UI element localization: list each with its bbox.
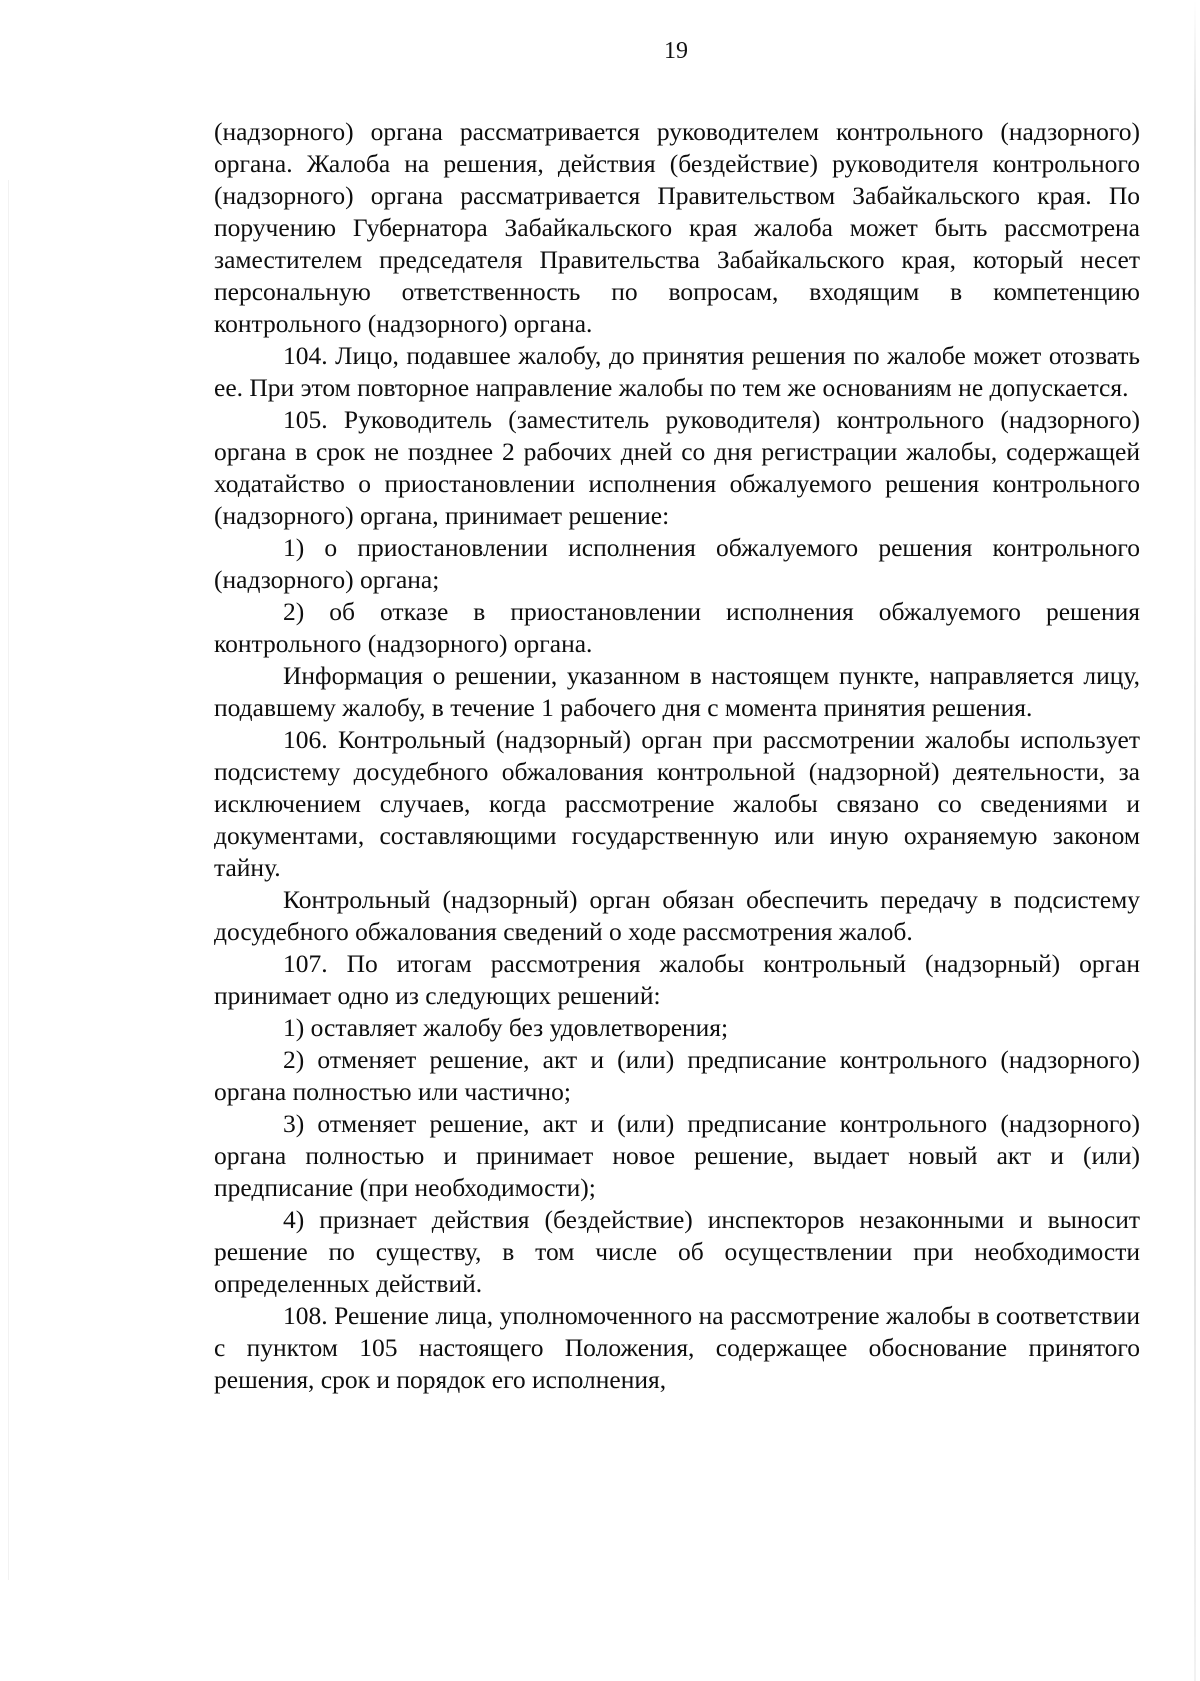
scan-edge-shadow-left — [8, 180, 9, 1580]
paragraph-107: 107. По итогам рассмотрения жалобы контрольный (надзорный) орган принимает одно из следующих решений: — [214, 949, 1140, 1010]
paragraph-107-item-4: 4) признает действия (бездействие) инспекторов незаконными и выносит решение по существу, в том числе об осуществлении при необходимости определенных действий. — [214, 1205, 1140, 1298]
paragraph-105: 105. Руководитель (заместитель руководителя) контрольного (надзорного) органа в срок не позднее 2 рабочих дней со дня регистрации жалобы, содержащей ходатайство о приостановлении исполнения обжалуемого решения контрольного (надзорного) органа, принимает решение: — [214, 405, 1140, 530]
document-body — [214, 116, 1140, 1396]
paragraph-105-item-2: 2) об отказе в приостановлении исполнения обжалуемого решения контрольного (надзорного) органа. — [214, 597, 1140, 658]
paragraph-104: 104. Лицо, подавшее жалобу, до принятия решения по жалобе может отозвать ее. При этом повторное направление жалобы по тем же основаниям не допускается. — [214, 341, 1140, 402]
scan-edge-shadow — [1194, 0, 1196, 1681]
paragraph-continuation: (надзорного) органа рассматривается руководителем контрольного (надзорного) органа. Жалоба на решения, действия (бездействие) руководителя контрольного (надзорного) органа рассматривается Правительством Забайкальского края. По поручению Губернатора Забайкальского края жалоба может быть рассмотрена заместителем председателя Правительства Забайкальского края, который несет персональную ответственность по вопросам, входящим в компетенцию контрольного (надзорного) органа. — [214, 117, 1140, 338]
paragraph-106-obligation: Контрольный (надзорный) орган обязан обеспечить передачу в подсистему досудебного обжалования сведений о ходе рассмотрения жалоб. — [214, 885, 1140, 946]
paragraph-107-item-2: 2) отменяет решение, акт и (или) предписание контрольного (надзорного) органа полностью или частично; — [214, 1045, 1140, 1106]
paragraph-108: 108. Решение лица, уполномоченного на рассмотрение жалобы в соответствии с пунктом 105 настоящего Положения, содержащее обоснование принятого решения, срок и порядок его исполнения, — [214, 1301, 1140, 1394]
paragraph-106: 106. Контрольный (надзорный) орган при рассмотрении жалобы использует подсистему досудебного обжалования контрольной (надзорной) деятельности, за исключением случаев, когда рассмотрение жалобы связано со сведениями и документами, составляющими государственную или иную охраняемую законом тайну. — [214, 725, 1140, 882]
paragraph-105-info: Информация о решении, указанном в настоящем пункте, направляется лицу, подавшему жалобу, в течение 1 рабочего дня с момента принятия решения. — [214, 661, 1140, 722]
paragraph-107-item-3: 3) отменяет решение, акт и (или) предписание контрольного (надзорного) органа полностью и принимает новое решение, выдает новый акт и (или) предписание (при необходимости); — [214, 1109, 1140, 1202]
paragraph-107-item-1: 1) оставляет жалобу без удовлетворения; — [283, 1013, 729, 1042]
page-number: 19 — [664, 38, 688, 64]
paragraph-105-item-1: 1) о приостановлении исполнения обжалуемого решения контрольного (надзорного) органа; — [214, 533, 1140, 594]
